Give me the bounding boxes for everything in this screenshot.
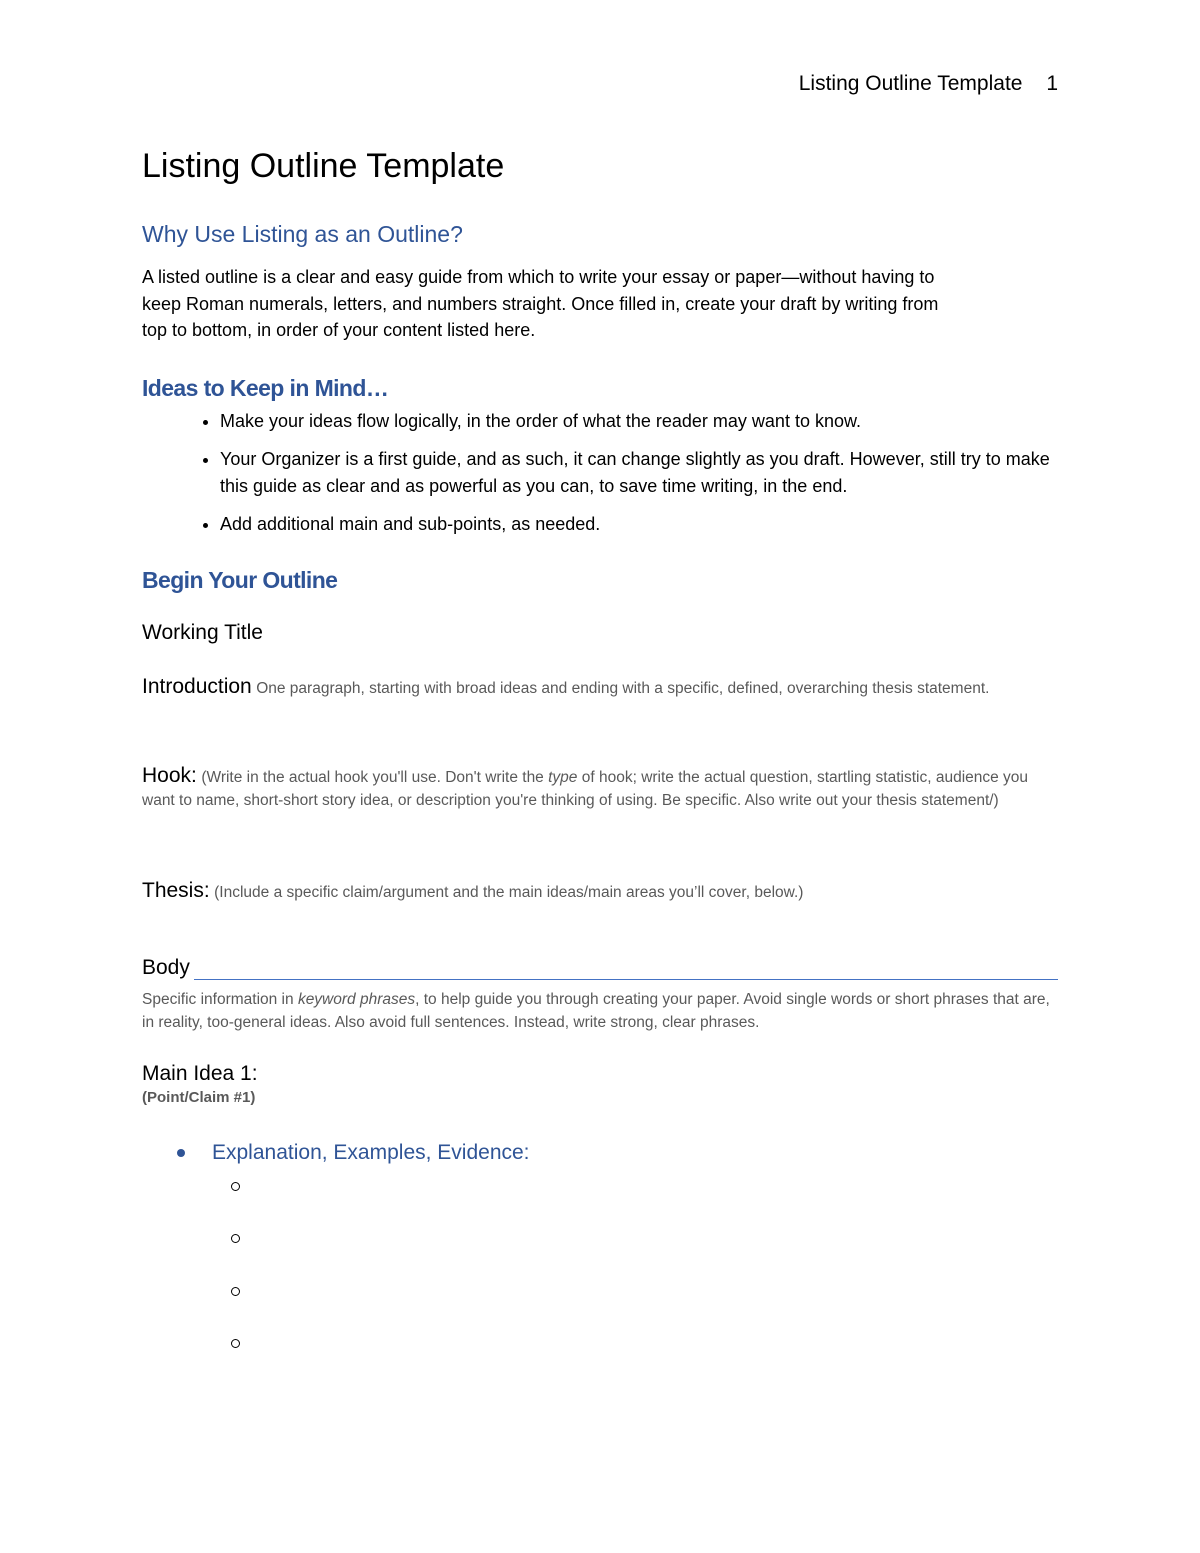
ideas-list-item: • Make your ideas flow logically, in the order of what the reader may want to know. — [220, 408, 1058, 435]
hook-label: Hook: — [142, 763, 197, 787]
running-header — [799, 72, 1058, 96]
thesis-label: Thesis: — [142, 878, 210, 902]
page-number: 1 — [1046, 72, 1058, 95]
ideas-list — [142, 408, 1058, 538]
introduction-note: One paragraph, starting with broad ideas and ending with a specific, defined, overarching thesis statement. — [256, 679, 990, 697]
why-heading: Why Use Listing as an Outline? — [142, 221, 463, 247]
ideas-heading: Ideas to Keep in Mind… — [142, 374, 389, 401]
evidence-sub-list — [142, 1176, 1058, 1386]
ideas-list-item: • Your Organizer is a first guide, and as such, it can change slightly as you draft. However, still try to make this guide as clear and as powerful as you can, to save time writing, in the end. — [220, 446, 1058, 499]
hollow-circle-bullet-icon — [231, 1182, 240, 1191]
body-label: Body — [142, 955, 190, 979]
hollow-circle-bullet-icon — [231, 1339, 240, 1348]
evidence-sub-item[interactable] — [142, 1228, 1058, 1281]
evidence-label: Explanation, Examples, Evidence: — [212, 1140, 530, 1164]
document-title: Listing Outline Template — [142, 147, 505, 185]
evidence-sub-item[interactable] — [142, 1281, 1058, 1334]
working-title-field: Working Title — [142, 620, 263, 644]
main-idea-label: Main Idea 1: — [142, 1061, 258, 1085]
introduction-row — [142, 672, 1058, 704]
thesis-note: (Include a specific claim/argument and the main ideas/main areas you’ll cover, below.) — [214, 883, 804, 901]
why-paragraph-line-1: A listed outline is a clear and easy guide from which to write your essay or paper—without having to — [142, 267, 935, 287]
why-paragraph — [142, 264, 1058, 344]
introduction-label: Introduction — [142, 674, 252, 698]
body-underline-rule — [194, 979, 1058, 980]
running-header-title: Listing Outline Template — [798, 72, 1023, 95]
bullet-dot-icon — [177, 1149, 185, 1157]
why-paragraph-line-3: top to bottom, in order of your content listed here. — [142, 320, 536, 340]
body-note-end: , to help guide you through creating your paper. Avoid single words or short phrases that are, in reality, too-general ideas. Also avoid full sentences. Instead, write strong, clear phrases. — [142, 990, 1050, 1031]
body-note-start: Specific information in — [142, 990, 298, 1008]
evidence-sub-item[interactable] — [142, 1176, 1058, 1229]
hook-note-start: (Write in the actual hook you'll use. Don't write the — [201, 768, 549, 786]
evidence-item — [142, 1138, 1058, 1168]
hollow-circle-bullet-icon — [231, 1287, 240, 1296]
begin-heading: Begin Your Outline — [142, 566, 338, 593]
hollow-circle-bullet-icon — [231, 1234, 240, 1243]
hook-note-end: of hook; write the actual question, startling statistic, audience you want to name, short-short story idea, or description you're thinking of using. Be specific. Also write out your thesis statement/) — [142, 768, 1029, 809]
hook-note-emphasis: type — [548, 768, 578, 786]
body-note — [142, 988, 1058, 1034]
point-claim-label: (Point/Claim #1) — [142, 1088, 256, 1106]
ideas-list-item: • Add additional main and sub-points, as needed. — [220, 511, 1058, 538]
hook-row — [142, 764, 1058, 812]
thesis-row — [142, 876, 1058, 908]
body-note-emphasis: keyword phrases — [297, 990, 416, 1008]
hook-note — [142, 769, 1028, 809]
evidence-sub-item[interactable] — [142, 1333, 1058, 1386]
why-paragraph-line-2: keep Roman numerals, letters, and numbers straight. Once filled in, create your draft by writing from — [142, 293, 939, 314]
body-heading-row — [142, 954, 1058, 982]
document-body — [142, 140, 1058, 1386]
